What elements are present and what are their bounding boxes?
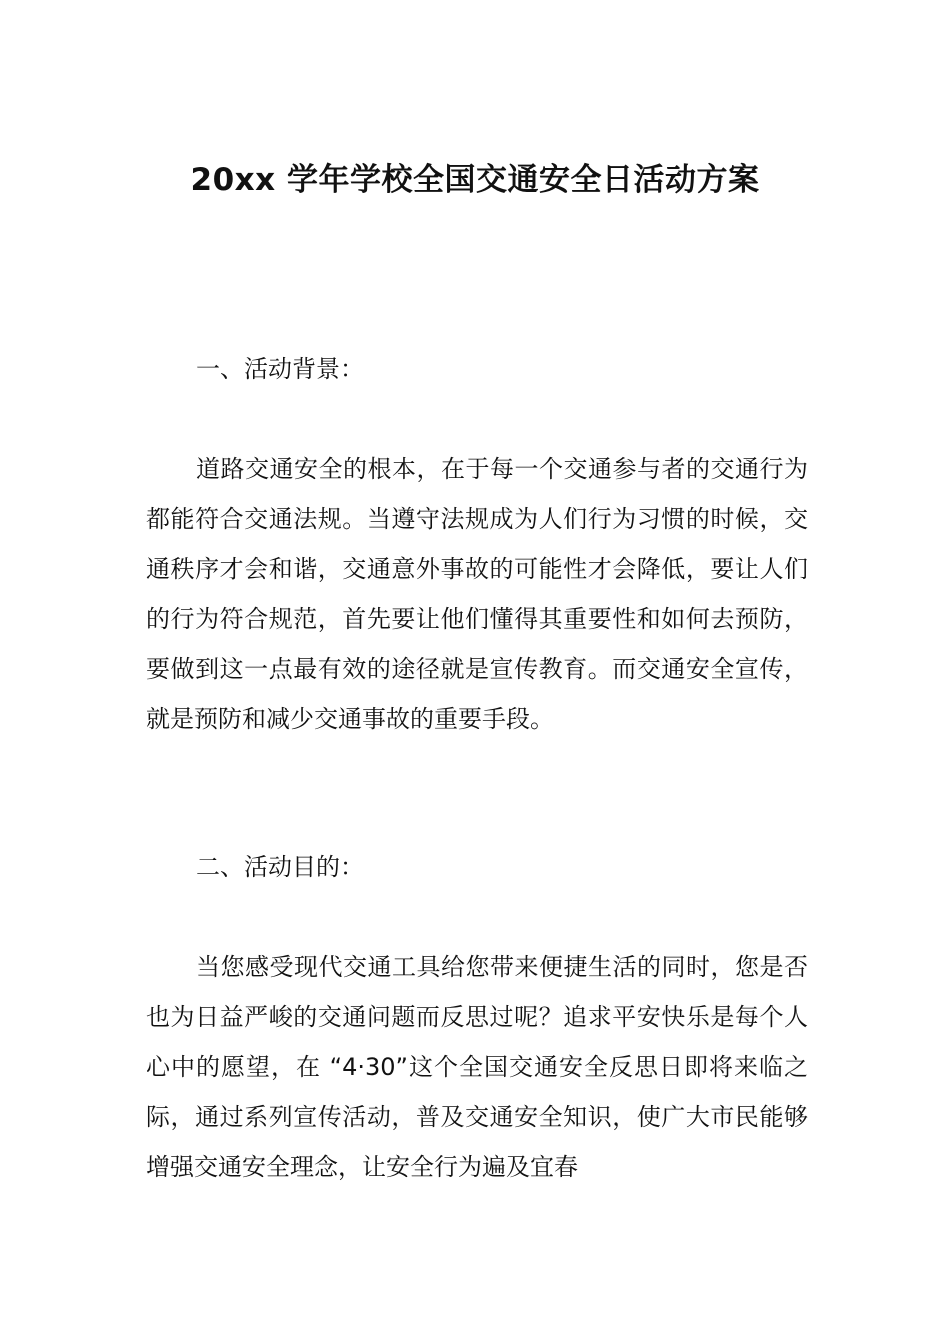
section-paragraph-background: 道路交通安全的根本，在于每一个交通参与者的交通行为都能符合交通法规。当遵守法规成为人们行为习惯的时候，交通秩序才会和谐，交通意外事故的可能性才会降低，要让人们的行为符合规范，首先要让他们懂得其重要性和如何去预防，要做到这一点最有效的途径就是宣传教育。而交通安全宣传，就是预防和减少交通事故的重要手段。 xyxy=(146,455,808,733)
document-title: 20xx 学年学校全国交通安全日活动方案 xyxy=(190,162,760,198)
section-heading-background: 一、活动背景： xyxy=(196,355,364,383)
section-heading-purpose: 二、活动目的： xyxy=(196,853,364,881)
section-paragraph-purpose: 当您感受现代交通工具给您带来便捷生活的同时，您是否也为日益严峻的交通问题而反思过呢？追求平安快乐是每个人心中的愿望，在 “4·30”这个全国交通安全反思日即将来临之际，通过系列宣传活动，普及交通安全知识，使广大市民能够增强交通安全理念，让安全行为遍及宜春 xyxy=(146,953,808,1181)
